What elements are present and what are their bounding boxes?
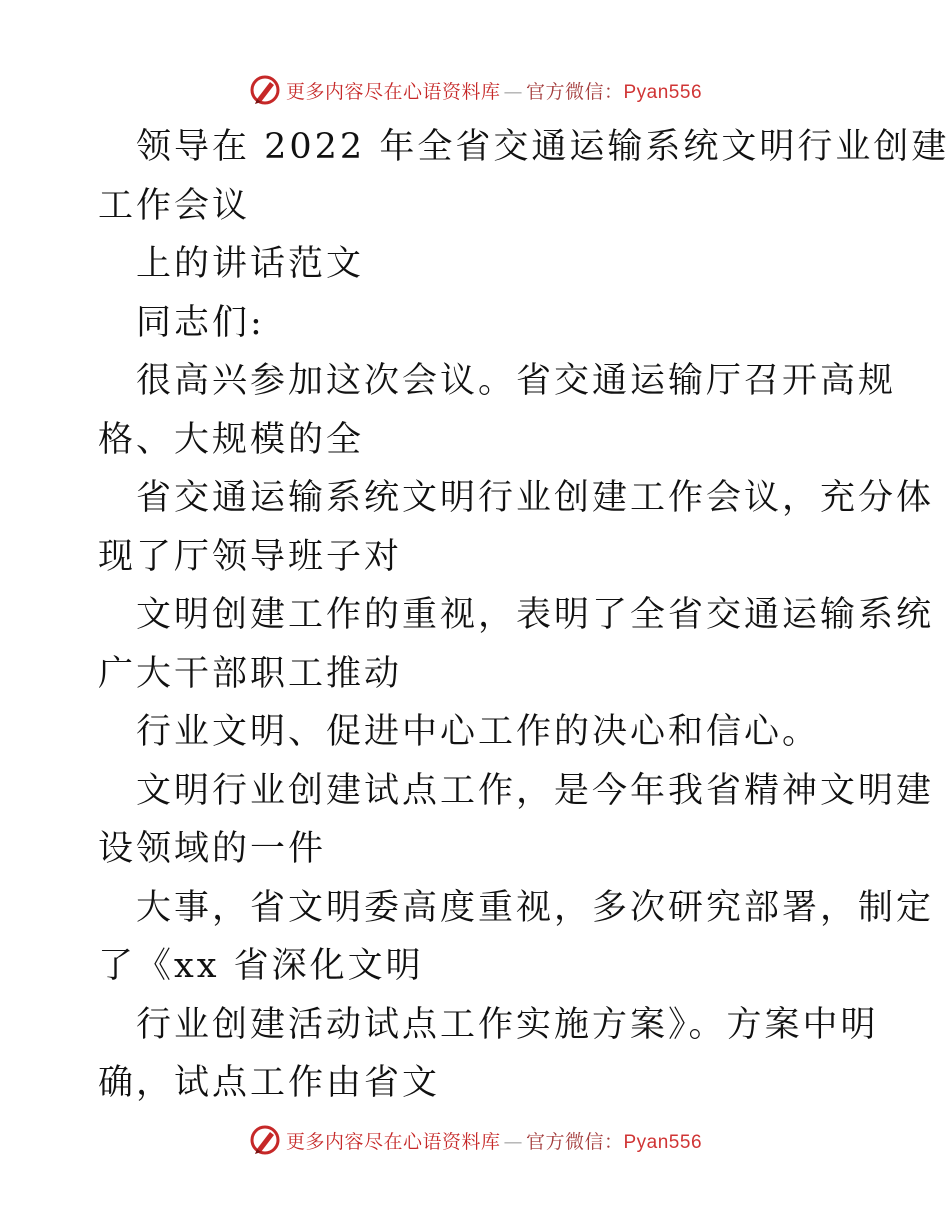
text-line: 大事，省文明委高度重视，多次研究部署，制定 [136, 887, 935, 928]
text-line: 上的讲话范文 [136, 244, 365, 284]
text-line: 行业文明、促进中心工作的决心和信心。 [136, 712, 821, 752]
text-line: 同志们: [136, 302, 265, 343]
text-line: 现了厅领导班子对 [98, 536, 403, 577]
header-watermark [0, 70, 950, 110]
footer-watermark [0, 1120, 950, 1160]
text-line: 广大干部职工推动 [98, 653, 403, 694]
watermark-label: 官方微信： [525, 1130, 624, 1153]
watermark-id: Pyan556 [623, 1131, 703, 1153]
watermark-label: 官方微信： [525, 80, 624, 103]
document-body [98, 118, 950, 1113]
text-line: 文明行业创建试点工作，是今年我省精神文明建 [136, 770, 935, 811]
text-line: 设领域的一件 [98, 829, 327, 869]
pen-logo-icon [248, 73, 282, 107]
text-line: 省交通运输系统文明行业创建工作会议，充分体 [136, 478, 935, 518]
text-line: 确，试点工作由省文 [98, 1063, 441, 1103]
watermark-separator: — [503, 1130, 523, 1153]
watermark-text: 更多内容尽在心语资料库 [285, 80, 501, 103]
pen-logo-icon [248, 1123, 282, 1157]
text-line: 文明创建工作的重视，表明了全省交通运输系统 [136, 595, 935, 635]
text-line: 工作会议 [98, 185, 251, 226]
text-line: 领导在 2022 年全省交通运输系统文明行业创建 [136, 127, 950, 167]
watermark-separator: — [503, 80, 523, 103]
watermark-id: Pyan556 [623, 81, 703, 103]
watermark-text: 更多内容尽在心语资料库 [285, 1130, 501, 1153]
text-line: 很高兴参加这次会议。省交通运输厅召开高规 [136, 361, 897, 401]
text-line: 行业创建活动试点工作实施方案》。方案中明 [136, 1004, 879, 1045]
text-line: 了《xx 省深化文明 [98, 946, 424, 986]
text-line: 格、大规模的全 [98, 419, 365, 460]
